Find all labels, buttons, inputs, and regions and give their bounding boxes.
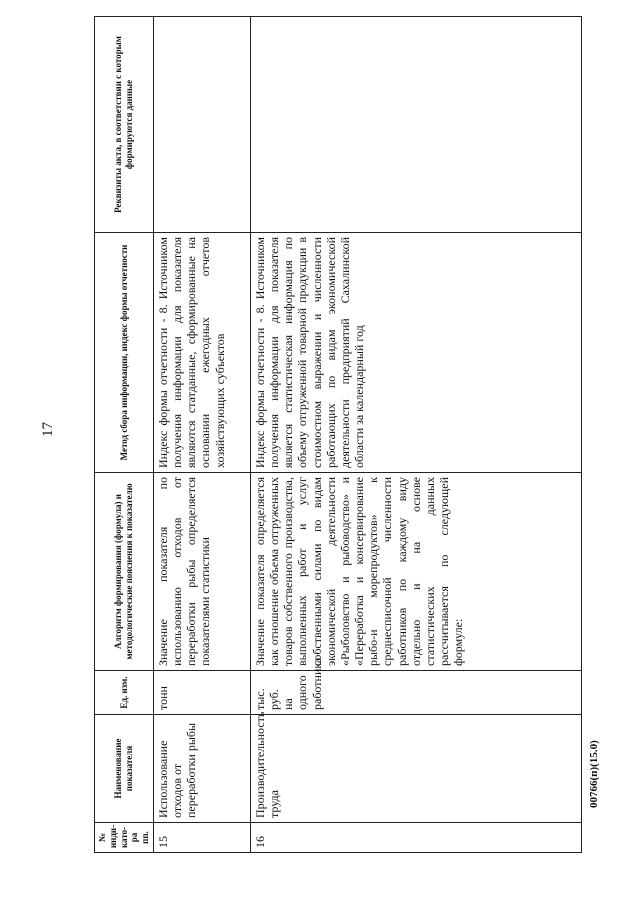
cell-name: Производительность труда (250, 715, 581, 823)
document-code: 00766(п)(15.0) (588, 740, 600, 808)
cell-algorithm: Значение показателя определяется как отношение объема отгруженных товаров собственного производства, выполненных работ и услуг собственными силами по видам экономической деятельности «Рыболовство и рыбоводство» и «Переработка и консервирование рыбо-и морепродуктов» к среднесписочной численности работников по каждому виду отдельно и на основе статистических данных рассчитывается по следующей формуле: (250, 473, 581, 671)
header-algorithm: Алгоритм формирования (формула) и методологические пояснения к показателю (95, 473, 154, 671)
header-requisites: Реквизиты акта, в соответствии с которым формируются данные (95, 17, 154, 233)
cell-unit: тыс. руб. на одного работника (250, 671, 581, 715)
header-name: Наименование показателя (95, 715, 154, 823)
indicator-table-container (94, 17, 570, 853)
cell-method: Индекс формы отчетности - 8. Источником получения информации для показателя является статистическая информация по объему отгруженной товарной продукции в стоимостном выражении и численности работающих по видам экономической деятельности предприятий Сахалинской области за календарный год (250, 233, 581, 473)
cell-name: Использование отходов от переработки рыбы (153, 715, 250, 823)
cell-requisites (153, 17, 250, 233)
cell-num: 15 (153, 823, 250, 853)
cell-algorithm: Значение показателя по использованию отходов от переработки рыбы определяется показателями статистики (153, 473, 250, 671)
page-number: 17 (40, 422, 56, 437)
table-row (153, 17, 250, 853)
cell-requisites (250, 17, 581, 233)
cell-method: Индекс формы отчетности - 8. Источником получения информации для показателя являются статданные, сформированные на основании ежегодных отчетов хозяйствующих субъектов (153, 233, 250, 473)
header-num: № инди-като-ра пп. (95, 823, 154, 853)
cell-unit: тонн (153, 671, 250, 715)
table-header-row (95, 17, 154, 853)
indicator-table (94, 16, 582, 853)
header-unit: Ед. изм. (95, 671, 154, 715)
cell-num: 16 (250, 823, 581, 853)
header-method: Метод сбора информации, индекс формы отчетности (95, 233, 154, 473)
table-row (250, 17, 581, 853)
